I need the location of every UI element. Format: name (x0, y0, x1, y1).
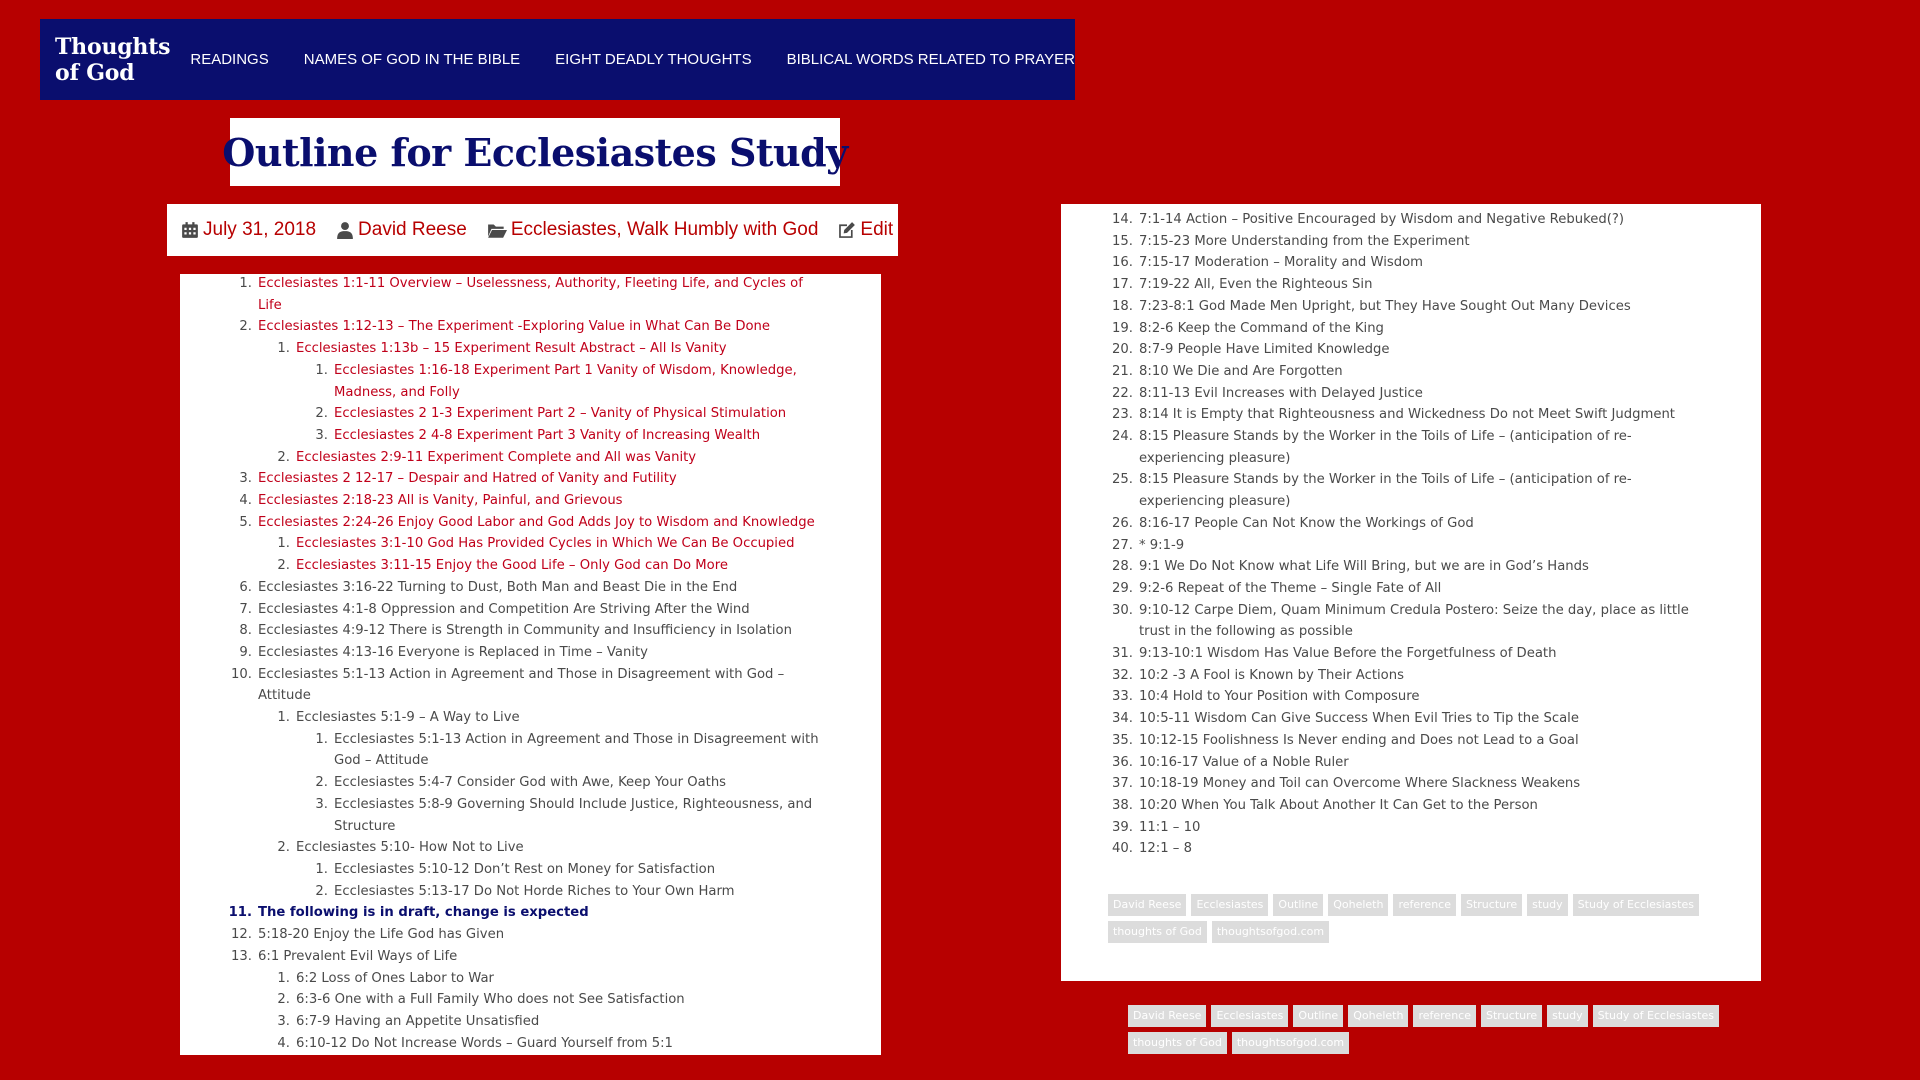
outline-item-text-cont: trust in the following as possible (1139, 624, 1353, 640)
tag-link[interactable]: thoughtsofgod.com (1212, 921, 1329, 943)
outline-item-number: 34. (1112, 711, 1133, 727)
folder-open-icon (487, 221, 507, 239)
outline-item-number: 1. (239, 276, 252, 291)
outline-item[interactable] (298, 425, 851, 447)
outline-item (1103, 274, 1731, 296)
user-icon (336, 221, 354, 239)
post-meta (167, 204, 898, 256)
outline-item-link[interactable]: Ecclesiastes 1:12-13 – The Experiment -Exploring Value in What Can Be Done (258, 319, 771, 335)
outline-item-link[interactable]: Ecclesiastes 3:11-15 Enjoy the Good Life – Only God can Do More (296, 558, 728, 574)
outline-item-text: Ecclesiastes 5:1-13 Action in Agreement and Those in Disagreement with God – (258, 666, 785, 682)
title-container (222, 118, 848, 186)
nav-readings[interactable]: READINGS (190, 51, 269, 68)
outline-item-number: 17. (1112, 277, 1133, 293)
outline-item (222, 577, 851, 599)
outline-item (298, 859, 851, 881)
edit-link[interactable]: Edit (860, 219, 894, 240)
outline-item (1103, 339, 1731, 361)
outline-item-text: 8:14 It is Empty that Righteousness and Wickedness Do not Meet Swift Judgment (1139, 407, 1675, 423)
outline-item-number: 11. (228, 905, 252, 921)
outline-item-link-cont[interactable]: Madness, and Folly (334, 384, 460, 400)
post-edit (838, 219, 893, 241)
outline-item-text: 10:18-19 Money and Toil can Overcome Where Slackness Weakens (1139, 776, 1581, 792)
outline-item-text: 9:1 We Do Not Know what Life Will Bring, but we are in God’s Hands (1139, 559, 1589, 575)
outline-item[interactable] (222, 512, 851, 534)
outline-item (1103, 209, 1731, 231)
outline-item (1103, 643, 1731, 665)
outline-item (298, 729, 851, 772)
nav-biblical-words-prayer[interactable]: BIBLICAL WORDS RELATED TO PRAYER (786, 51, 1076, 68)
outline-item-number: 39. (1112, 819, 1133, 835)
outline-item (1103, 795, 1731, 817)
outline-item (298, 772, 851, 794)
outline-item (260, 1033, 851, 1055)
outline-item-number: 31. (1112, 646, 1133, 662)
outline-item-text: 6:1 Prevalent Evil Ways of Life (258, 948, 458, 964)
outline-item-text: Ecclesiastes 5:1-13 Action in Agreement and Those in Disagreement with (334, 731, 819, 747)
outline-item-number: 37. (1112, 776, 1133, 792)
outline-item[interactable] (260, 555, 851, 577)
tag-link[interactable]: Ecclesiastes (1191, 894, 1268, 916)
outline-item-text: 7:15-17 Moderation – Morality and Wisdom (1139, 255, 1424, 271)
outline-item (1103, 838, 1731, 860)
tag-link[interactable]: Study of Ecclesiastes (1573, 894, 1699, 916)
outline-item (1103, 535, 1731, 557)
outline-item (1103, 404, 1731, 426)
outline-item-number: 1. (277, 710, 290, 726)
tag-link[interactable]: study (1527, 894, 1568, 916)
outline-item-link[interactable]: Ecclesiastes 2:18-23 All is Vanity, Painful, and Grievous (258, 493, 623, 509)
outline-item-text: 10:5-11 Wisdom Can Give Success When Evil Tries to Tip the Scale (1139, 711, 1579, 727)
post-author-link[interactable]: David Reese (358, 219, 467, 240)
outline-item-text: 10:2 -3 A Fool is Known by Their Actions (1139, 667, 1404, 683)
outline-item[interactable] (298, 403, 851, 425)
tag-link[interactable]: study (1547, 1005, 1588, 1027)
tag-link[interactable]: David Reese (1108, 894, 1186, 916)
tag-link[interactable]: Qoheleth (1328, 894, 1388, 916)
outline-item-text: 10:20 When You Talk About Another It Can Get to the Person (1139, 797, 1538, 813)
outline-item-text: Ecclesiastes 5:8-9 Governing Should Include Justice, Righteousness, and (334, 796, 813, 812)
post-date (181, 219, 316, 241)
outline-item-number: 2. (315, 883, 328, 899)
outline-item[interactable] (222, 490, 851, 512)
outline-item-number: 3. (315, 427, 328, 443)
outline-item-number: 1. (277, 341, 290, 357)
outline-item[interactable] (222, 468, 851, 490)
tag-link[interactable]: Ecclesiastes (1211, 1005, 1288, 1027)
top-navbar (40, 19, 1075, 100)
outline-item-number: 2. (277, 992, 290, 1008)
outline-item-number: 2. (277, 449, 290, 465)
outline-item-link[interactable]: Ecclesiastes 2 12-17 – Despair and Hatred of Vanity and Futility (258, 471, 677, 487)
outline-item-link[interactable]: Ecclesiastes 3:1-10 God Has Provided Cycles in Which We Can Be Occupied (296, 536, 795, 552)
outline-item-link[interactable]: Ecclesiastes 2:24-26 Enjoy Good Labor and God Adds Joy to Wisdom and Knowledge (258, 514, 815, 530)
outline-item-number: 1. (277, 970, 290, 986)
outline-item[interactable] (222, 274, 851, 316)
outline-item-text-cont: experiencing pleasure) (1139, 450, 1291, 466)
outline-item-text: Ecclesiastes 5:1-9 – A Way to Live (296, 710, 520, 726)
outline-item (1103, 817, 1731, 839)
outline-item (222, 664, 851, 707)
outline-item (1103, 383, 1731, 405)
outline-item[interactable] (260, 447, 851, 469)
outline-item-number: 4. (277, 1035, 290, 1051)
outline-item (1103, 318, 1731, 340)
nav-names-of-god[interactable]: NAMES OF GOD IN THE BIBLE (303, 51, 521, 68)
outline-item-number: 25. (1112, 472, 1133, 488)
outline-item-number: 40. (1112, 841, 1133, 857)
outline-panel-left (180, 274, 881, 1055)
outline-item-text: Ecclesiastes 4:1-8 Oppression and Competition Are Striving After the Wind (258, 601, 750, 617)
outline-item (1103, 665, 1731, 687)
nav-eight-deadly-thoughts[interactable]: EIGHT DEADLY THOUGHTS (555, 51, 752, 68)
outline-item[interactable] (260, 338, 851, 360)
tag-link[interactable]: Structure (1461, 894, 1522, 916)
outline-item (1103, 252, 1731, 274)
outline-item-link[interactable]: Ecclesiastes 1:13b – 15 Experiment Result Abstract – All Is Vanity (296, 341, 727, 357)
outline-item-number: 33. (1112, 689, 1133, 705)
tag-link[interactable]: David Reese (1128, 1005, 1206, 1027)
tag-link[interactable]: Outline (1293, 1005, 1343, 1027)
outline-item (1103, 686, 1731, 708)
outline-item (222, 902, 851, 924)
outline-item-text: 7:19-22 All, Even the Righteous Sin (1139, 277, 1373, 293)
outline-panel-right (1061, 204, 1761, 981)
outline-item-text: 7:1-14 Action – Positive Encouraged by Wisdom and Negative Rebuked(?) (1139, 212, 1625, 227)
outline-item (260, 968, 851, 990)
outline-item-number: 15. (1112, 233, 1133, 249)
site-brand[interactable]: Thoughts of God (55, 33, 171, 86)
outline-item-number: 8. (239, 623, 252, 639)
outline-item-number: 5. (239, 514, 252, 530)
tag-link[interactable]: thoughtsofgod.com (1232, 1032, 1349, 1054)
outline-item-link-cont[interactable]: Life (258, 297, 282, 313)
outline-item (222, 946, 851, 968)
edit-icon (838, 221, 856, 239)
outline-item-number: 2. (239, 319, 252, 335)
post-date-link[interactable]: July 31, 2018 (203, 219, 317, 240)
outline-item-text: 8:16-17 People Can Not Know the Workings of God (1139, 515, 1474, 531)
outline-item-number: 10. (231, 666, 252, 682)
outline-item (260, 707, 851, 729)
outline-item-number: 4. (239, 493, 252, 509)
outline-item-number: 23. (1112, 407, 1133, 423)
post-categories-link[interactable]: Ecclesiastes, Walk Humbly with God (510, 219, 819, 240)
outline-item (222, 642, 851, 664)
tag-list-panel (1108, 894, 1708, 948)
tag-link[interactable]: reference (1413, 1005, 1476, 1027)
outline-item-number: 38. (1112, 797, 1133, 813)
outline-item-text: 6:3-6 One with a Full Family Who does not See Satisfaction (296, 992, 685, 1008)
outline-item-text-cont: experiencing pleasure) (1139, 494, 1291, 510)
outline-item[interactable] (260, 533, 851, 555)
outline-item-text: * 9:1-9 (1139, 537, 1185, 553)
tag-link[interactable]: reference (1393, 894, 1456, 916)
outline-item-number: 24. (1112, 429, 1133, 445)
outline-item (1103, 773, 1731, 795)
outline-item-number: 2. (315, 406, 328, 422)
outline-item (260, 837, 851, 859)
outline-item-text-cont: God – Attitude (334, 753, 429, 769)
outline-item-text: 6:2 Loss of Ones Labor to War (296, 970, 494, 986)
outline-item-text: 8:10 We Die and Are Forgotten (1139, 363, 1343, 379)
outline-item-number: 1. (315, 861, 328, 877)
outline-item (1103, 730, 1731, 752)
outline-item (1103, 469, 1731, 512)
outline-item (1103, 361, 1731, 383)
outline-item-number: 27. (1112, 537, 1133, 553)
outline-item-text: 7:15-23 More Understanding from the Experiment (1139, 233, 1470, 249)
outline-item-text: 10:12-15 Foolishness Is Never ending and Does not Lead to a Goal (1139, 732, 1579, 748)
outline-item-text: 12:1 – 8 (1139, 841, 1192, 857)
outline-item-text: 8:7-9 People Have Limited Knowledge (1139, 342, 1390, 358)
outline-item-link[interactable]: Ecclesiastes 2:9-11 Experiment Complete and All was Vanity (296, 449, 697, 465)
outline-item-text: 6:10-12 Do Not Increase Words – Guard Yourself from 5:1 (296, 1035, 673, 1051)
outline-item-number: 6. (239, 579, 252, 595)
outline-item-text: 8:15 Pleasure Stands by the Worker in the Toils of Life – (anticipation of re- (1139, 472, 1632, 488)
outline-item-number: 19. (1112, 320, 1133, 336)
outline-item-text: Ecclesiastes 5:13-17 Do Not Horde Riches to Your Own Harm (334, 883, 735, 899)
outline-item-text: Ecclesiastes 5:10-12 Don’t Rest on Money for Satisfaction (334, 861, 716, 877)
outline-item (298, 794, 851, 837)
tag-link[interactable]: Study of Ecclesiastes (1593, 1005, 1719, 1027)
outline-item (1103, 296, 1731, 318)
outline-item-text: Ecclesiastes 5:10- How Not to Live (296, 840, 524, 856)
outline-item-text: 11:1 – 10 (1139, 819, 1201, 835)
outline-item (222, 620, 851, 642)
calendar-icon (181, 221, 199, 239)
outline-item-link[interactable]: Ecclesiastes 1:16-18 Experiment Part 1 Vanity of Wisdom, Knowledge, (334, 362, 797, 378)
outline-item (1103, 600, 1731, 643)
outline-item-text: Ecclesiastes 4:13-16 Everyone is Replaced in Time – Vanity (258, 644, 648, 660)
outline-item (222, 924, 851, 946)
outline-item-text: 10:4 Hold to Your Position with Composure (1139, 689, 1420, 705)
post-author (336, 219, 467, 241)
outline-list-right (1061, 209, 1761, 860)
outline-item-text: 8:11-13 Evil Increases with Delayed Justice (1139, 385, 1423, 401)
outline-item-number: 2. (277, 840, 290, 856)
outline-item (260, 1011, 851, 1033)
outline-item-number: 13. (231, 948, 252, 964)
draft-notice: The following is in draft, change is expected (258, 905, 589, 921)
outline-item-number: 20. (1112, 342, 1133, 358)
outline-item-number: 21. (1112, 363, 1133, 379)
outline-item-number: 32. (1112, 667, 1133, 683)
tag-link[interactable]: thoughts of God (1108, 921, 1207, 943)
tag-link[interactable]: Structure (1481, 1005, 1542, 1027)
outline-item (1103, 578, 1731, 600)
outline-item-number: 2. (277, 558, 290, 574)
outline-item (1103, 231, 1731, 253)
outline-item-text: 8:2-6 Keep the Command of the King (1139, 320, 1384, 336)
outline-item (222, 599, 851, 621)
outline-item (1103, 752, 1731, 774)
outline-item-number: 29. (1112, 580, 1133, 596)
outline-item (298, 881, 851, 903)
post-categories (487, 219, 819, 241)
outline-item-text-cont: Structure (334, 818, 396, 834)
outline-item (1103, 513, 1731, 535)
outline-item-link[interactable]: Ecclesiastes 2 1-3 Experiment Part 2 – Vanity of Physical Stimulation (334, 406, 787, 422)
outline-item-number: 16. (1112, 255, 1133, 271)
page-title: Outline for Ecclesiastes Study (222, 129, 848, 175)
outline-item-link[interactable]: Ecclesiastes 1:1-11 Overview – Uselessness, Authority, Fleeting Life, and Cycles of (258, 276, 803, 291)
outline-item-text: 9:2-6 Repeat of the Theme – Single Fate of All (1139, 580, 1442, 596)
outline-item-number: 3. (277, 1013, 290, 1029)
outline-item-number: 18. (1112, 298, 1133, 314)
outline-item-link[interactable]: Ecclesiastes 2 4-8 Experiment Part 3 Vanity of Increasing Wealth (334, 427, 761, 443)
outline-item (1103, 556, 1731, 578)
outline-item-number: 1. (315, 731, 328, 747)
outline-item-number: 1. (277, 536, 290, 552)
outline-item[interactable] (222, 316, 851, 338)
outline-item-number: 12. (231, 927, 252, 943)
outline-item-text: Ecclesiastes 3:16-22 Turning to Dust, Both Man and Beast Die in the End (258, 579, 738, 595)
outline-item-text: 6:7-9 Having an Appetite Unsatisfied (296, 1013, 540, 1029)
outline-item-number: 14. (1112, 212, 1133, 227)
outline-item-text: 10:16-17 Value of a Noble Ruler (1139, 754, 1349, 770)
outline-item-number: 35. (1112, 732, 1133, 748)
outline-item-number: 26. (1112, 515, 1133, 531)
outline-item-text: 7:23-8:1 God Made Men Upright, but They Have Sought Out Many Devices (1139, 298, 1631, 314)
outline-item-text: 9:13-10:1 Wisdom Has Value Before the Forgetfulness of Death (1139, 646, 1557, 662)
outline-item-text: 9:10-12 Carpe Diem, Quam Minimum Credula Postero: Seize the day, place as little (1139, 602, 1689, 618)
outline-item-number: 9. (239, 644, 252, 660)
outline-item-text: Ecclesiastes 5:4-7 Consider God with Awe, Keep Your Oaths (334, 775, 727, 791)
outline-item-number: 22. (1112, 385, 1133, 401)
outline-item (1103, 426, 1731, 469)
outline-item-text: 8:15 Pleasure Stands by the Worker in the Toils of Life – (anticipation of re- (1139, 429, 1632, 445)
outline-item (260, 989, 851, 1011)
tag-list-footer (1128, 1005, 1728, 1059)
outline-item-text-cont: Attitude (258, 688, 311, 704)
outline-item (1103, 708, 1731, 730)
outline-item-text: 5:18-20 Enjoy the Life God has Given (258, 927, 505, 943)
tag-link[interactable]: Outline (1273, 894, 1323, 916)
outline-item-number: 3. (315, 796, 328, 812)
tag-link[interactable]: Qoheleth (1348, 1005, 1408, 1027)
outline-item-number: 36. (1112, 754, 1133, 770)
outline-item-number: 2. (315, 775, 328, 791)
outline-item-number: 3. (239, 471, 252, 487)
outline-item-number: 1. (315, 362, 328, 378)
outline-item[interactable] (298, 360, 851, 403)
outline-item-text: Ecclesiastes 4:9-12 There is Strength in Community and Insufficiency in Isolation (258, 623, 792, 639)
outline-item-number: 28. (1112, 559, 1133, 575)
outline-item-number: 30. (1112, 602, 1133, 618)
outline-item-number: 7. (239, 601, 252, 617)
outline-list-left (180, 274, 881, 1054)
tag-link[interactable]: thoughts of God (1128, 1032, 1227, 1054)
